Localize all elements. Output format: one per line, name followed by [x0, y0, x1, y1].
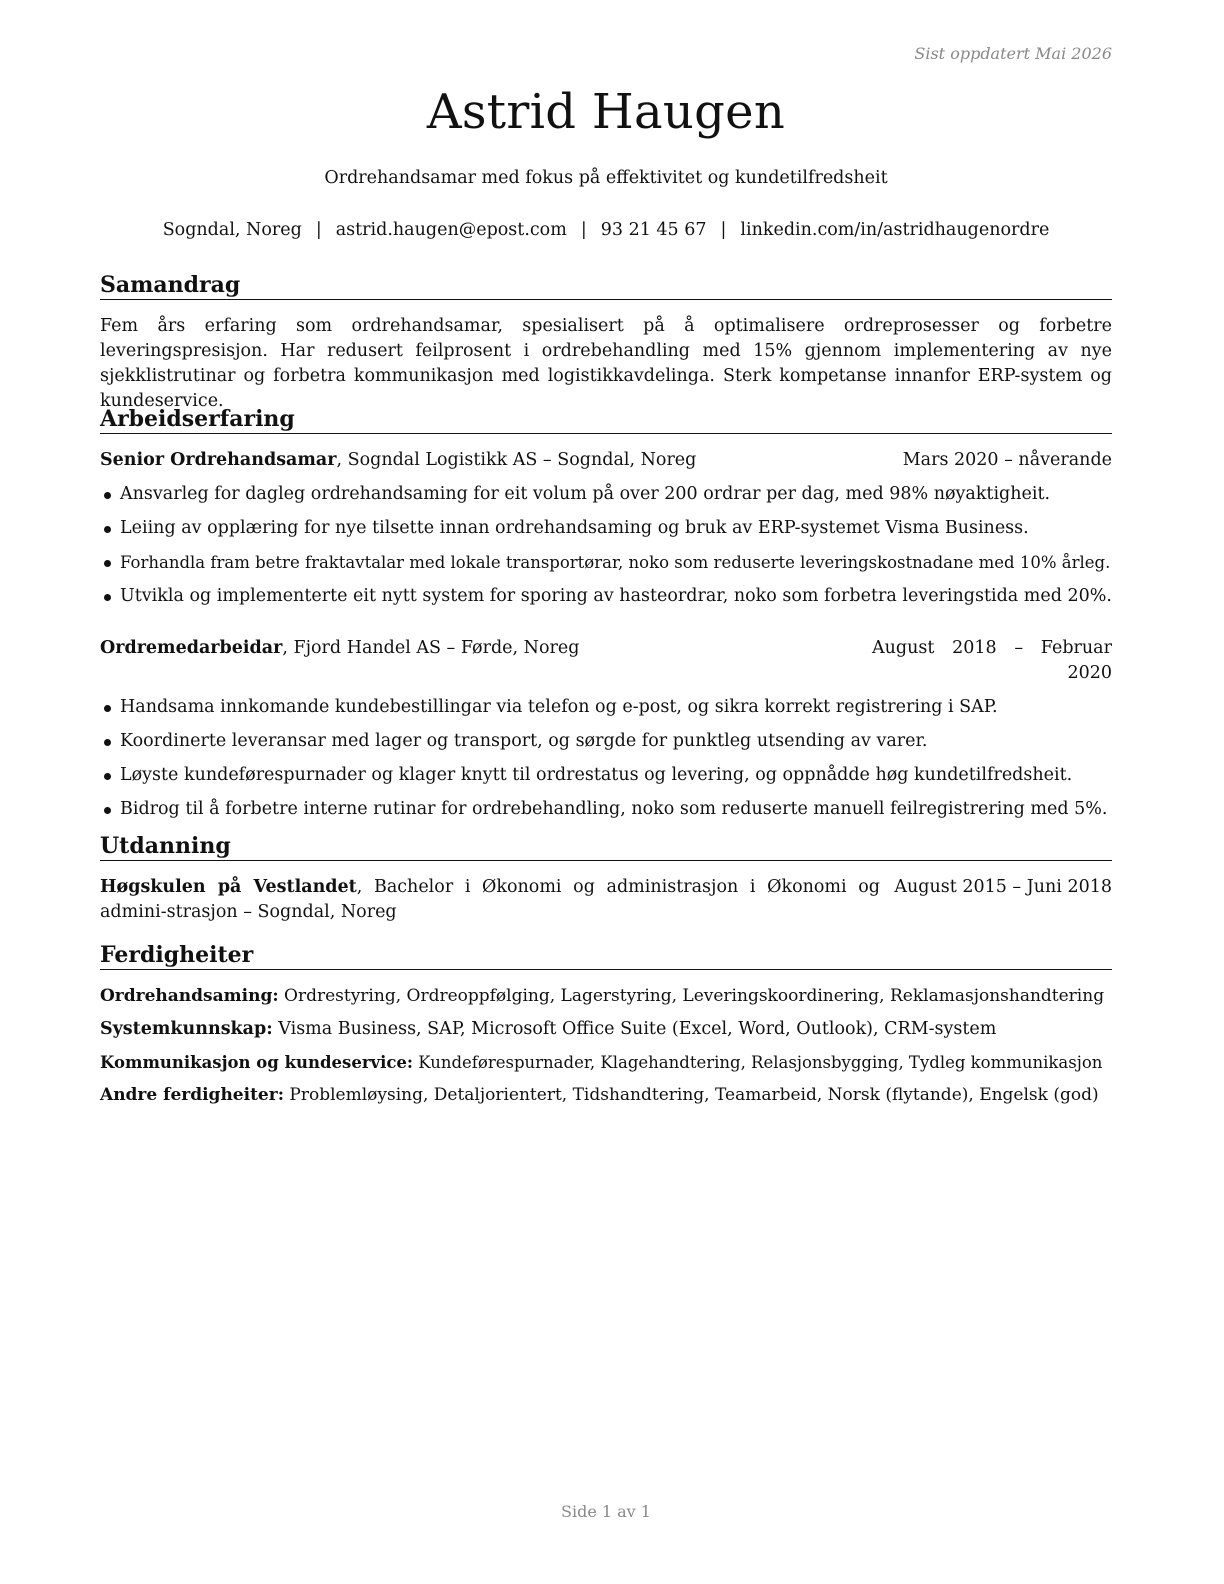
job-dates: Mars 2020 – nåverande	[902, 450, 1112, 470]
last-updated: Sist oppdatert Mai 2026	[914, 44, 1112, 63]
job-employer: , Sogndal Logistikk AS – Sogndal, Noreg	[336, 450, 697, 470]
contact-separator: |	[720, 220, 727, 240]
skill-label: Ordrehandsaming:	[100, 986, 279, 1006]
contact-location: Sogndal, Noreg	[162, 220, 302, 240]
list-item: Bidrog til å forbetre interne rutinar for ordrebehandling, noko som reduserte manuell feilregistrering med 5%.	[100, 797, 1112, 822]
job-employer: , Fjord Handel AS – Førde, Noreg	[282, 638, 580, 658]
contact-linkedin[interactable]: linkedin.com/in/astridhaugenordre	[740, 220, 1050, 240]
section-title-experience: Arbeidserfaring	[100, 406, 1112, 434]
skill-value: Ordrestyring, Ordreoppfølging, Lagerstyring, Leveringskoordinering, Reklamasjonshandtering	[278, 986, 1105, 1006]
job-dates: August 2018 – Februar 2020	[872, 638, 1112, 683]
list-item: Ansvarleg for dagleg ordrehandsaming for eit volum på over 200 ordrar per dag, med 98% nøyaktigheit.	[100, 482, 1112, 507]
resume-page	[100, 0, 1112, 1584]
skill-row	[100, 1083, 1112, 1108]
contact-phone: 93 21 45 67	[600, 220, 707, 240]
job-entry	[100, 448, 1112, 609]
list-item: Koordinerte leveransar med lager og transport, og sørgde for punktleg utsending av varer.	[100, 729, 1112, 754]
skills-section	[100, 942, 1112, 1116]
job-role: Ordremedarbeidar	[100, 638, 283, 658]
education-section	[100, 833, 1112, 925]
list-item: Løyste kundeførespurnader og klager knytt til ordrestatus og levering, og oppnådde høg kundetilfredsheit.	[100, 763, 1112, 788]
list-item: Forhandla fram betre fraktavtalar med lokale transportørar, noko som reduserte leveringskostnadane med 10% årleg.	[100, 550, 1112, 575]
job-bullets	[100, 482, 1112, 609]
skill-row	[100, 1050, 1112, 1075]
skill-row	[100, 1017, 1112, 1042]
job-header	[100, 448, 1112, 473]
job-role: Senior Ordrehandsamar	[100, 450, 337, 470]
skill-row	[100, 984, 1112, 1009]
education-dates: August 2015 – Juni 2018	[894, 877, 1112, 897]
education-text	[100, 875, 880, 925]
education-school: Høgskulen på Vestlandet	[100, 877, 357, 897]
skill-label: Andre ferdigheiter:	[100, 1085, 284, 1105]
experience-section	[100, 406, 1112, 822]
tagline: Ordrehandsamar med fokus på effektivitet og kundetilfredsheit	[324, 168, 888, 188]
section-title-education: Utdanning	[100, 833, 1112, 861]
list-item: Utvikla og implementerte eit nytt system for sporing av hasteordrar, noko som forbetra leveringstida med 20%.	[100, 584, 1112, 609]
skill-label: Kommunikasjon og kundeservice:	[100, 1053, 414, 1072]
list-item: Handsama innkomande kundebestillingar via telefon og e-post, og sikra korrekt registrering i SAP.	[100, 695, 1112, 720]
section-title-summary: Samandrag	[100, 272, 1112, 300]
section-title-skills: Ferdigheiter	[100, 942, 1112, 970]
skill-value: Kundeførespurnader, Klagehandtering, Relasjonsbygging, Tydleg kommunikasjon	[413, 1053, 1103, 1072]
skill-value: Problemløysing, Detaljorientert, Tidshandtering, Teamarbeid, Norsk (flytande), Engelsk (god)	[283, 1085, 1099, 1105]
contact-separator: |	[315, 220, 322, 240]
contact-separator: |	[580, 220, 587, 240]
skill-value: Visma Business, SAP, Microsoft Office Suite (Excel, Word, Outlook), CRM-system	[272, 1019, 997, 1039]
candidate-name: Astrid Haugen	[426, 84, 786, 140]
job-bullets	[100, 695, 1112, 822]
list-item: Leiing av opplæring for nye tilsette innan ordrehandsaming og bruk av ERP-systemet Visma Business.	[100, 516, 1112, 541]
contact-line	[100, 220, 1112, 240]
job-header	[100, 636, 1112, 686]
education-details: , Bachelor i Økonomi og administrasjon i Økonomi og admini-strasjon – Sogndal, Noreg	[100, 877, 880, 922]
job-entry	[100, 636, 1112, 822]
summary-section	[100, 272, 1112, 414]
contact-email[interactable]: astrid.haugen@epost.com	[335, 220, 567, 240]
education-entry	[100, 875, 1112, 925]
page-number: Side 1 av 1	[561, 1502, 651, 1521]
skill-label: Systemkunnskap:	[100, 1019, 273, 1039]
summary-text: Fem års erfaring som ordrehandsamar, spesialisert på å optimalisere ordreprosesser og forbetre leveringspresisjon. Har redusert feilprosent i ordrebehandling med 15% gjennom implementering av nye sjekklistrutinar og forbetra kommunikasjon med logistikkavdelinga. Sterk kompetanse innanfor ERP-system og kundeservice.	[100, 316, 1112, 411]
